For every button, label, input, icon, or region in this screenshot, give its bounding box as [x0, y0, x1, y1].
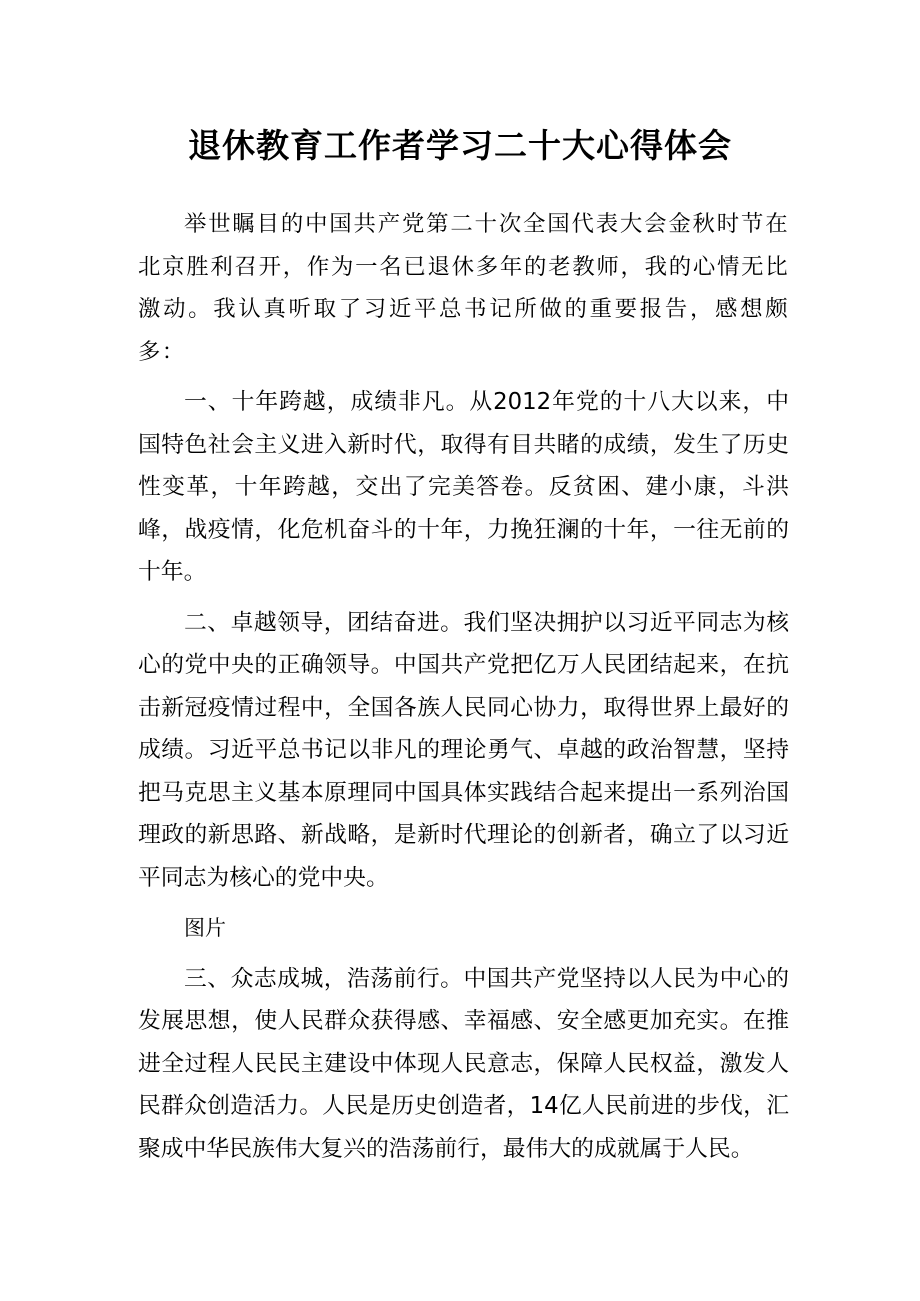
paragraph-section-one: 一、十年跨越，成绩非凡。从2012年党的十八大以来，中国特色社会主义进入新时代，取得有目共睹的成绩，发生了历史性变革，十年跨越，交出了完美答卷。反贫困、建小康，斗洪峰，战疫情，化危机奋斗的十年，力挽狂澜的十年，一往无前的十年。	[138, 389, 789, 585]
paragraph-section-three: 三、众志成城，浩荡前行。中国共产党坚持以人民为中心的发展思想，使人民群众获得感、幸福感、安全感更加充实。在推进全过程人民民主建设中体现人民意志，保障人民权益，激发人民群众创造活力。人民是历史创造者，14亿人民前进的步伐，汇聚成中华民族伟大复兴的浩荡前行，最伟大的成就属于人民。	[138, 965, 789, 1162]
document-body	[138, 203, 789, 1170]
paragraph-section-two: 二、卓越领导，团结奋进。我们坚决拥护以习近平同志为核心的党中央的正确领导。中国共产党把亿万人民团结起来，在抗击新冠疫情过程中，全国各族人民同心协力，取得世界上最好的成绩。习近平总书记以非凡的理论勇气、卓越的政治智慧，坚持把马克思主义基本原理同中国具体实践结合起来提出一系列治国理政的新思路、新战略，是新时代理论的创新者，确立了以习近平同志为核心的党中央。	[138, 609, 789, 891]
paragraph-intro: 举世瞩目的中国共产党第二十次全国代表大会金秋时节在北京胜利召开，作为一名已退休多年的老教师，我的心情无比激动。我认真听取了习近平总书记所做的重要报告，感想颇多：	[138, 211, 789, 365]
image-placeholder-caption: 图片	[184, 916, 226, 940]
document-title: 退休教育工作者学习二十大心得体会	[188, 126, 732, 165]
